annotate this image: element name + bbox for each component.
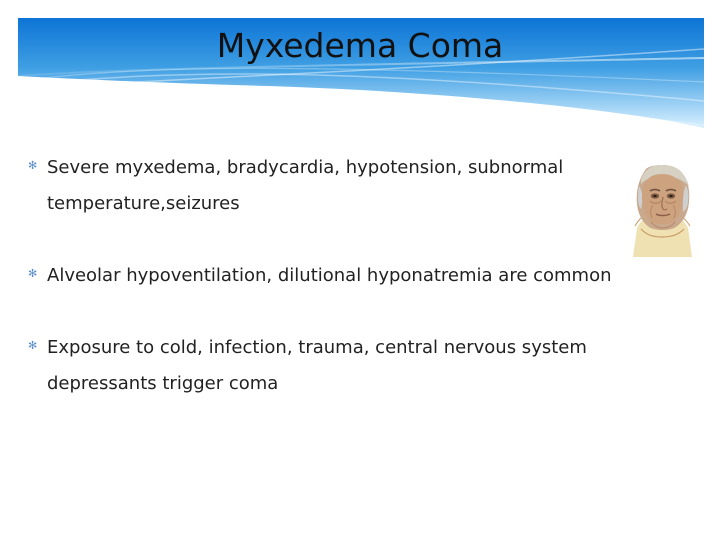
bullet-text: Exposure to cold, infection, trauma, central nervous system depressants trigger coma — [47, 337, 587, 394]
asterisk-bullet-icon: ✻ — [28, 159, 38, 172]
bullet-text: Alveolar hypoventilation, dilutional hyponatremia are common — [47, 265, 612, 286]
asterisk-bullet-icon: ✻ — [28, 267, 38, 280]
bullet-item — [28, 150, 613, 222]
bullet-item — [28, 330, 613, 402]
asterisk-bullet-icon: ✻ — [28, 339, 38, 352]
bullet-text: Severe myxedema, bradycardia, hypotension, subnormal temperature,seizures — [47, 157, 564, 214]
slide-title: Myxedema Coma — [216, 26, 504, 65]
bullet-item — [28, 258, 613, 294]
bullet-list — [28, 150, 613, 438]
patient-portrait-image — [633, 164, 692, 257]
